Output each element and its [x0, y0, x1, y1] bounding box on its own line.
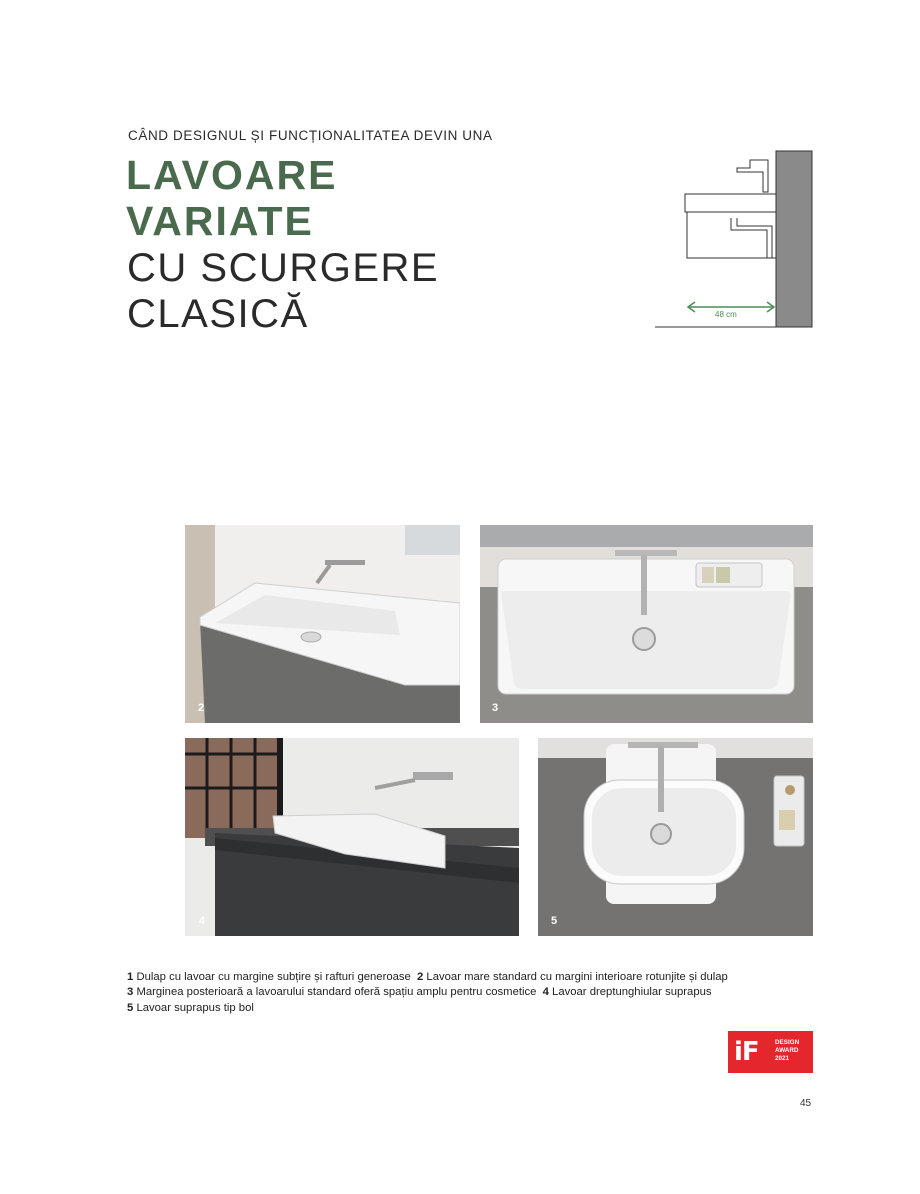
title-line-3: CU SCURGERE [127, 246, 440, 290]
title-line-1: LAVOARE [126, 152, 338, 198]
photo-5-bowl-basin [538, 738, 813, 936]
badge-text [775, 1039, 799, 1063]
photo-number: 2 [198, 702, 205, 714]
caption-text: Lavoar suprapus tip bol [136, 1001, 254, 1014]
badge-line: 2021 [775, 1055, 790, 1062]
title-line-2: VARIATE [126, 198, 314, 244]
photo-3-top-view-basin [480, 525, 813, 723]
caption-number: 4 [542, 986, 549, 999]
caption-line-1 [127, 970, 827, 985]
badge-line: DESIGN [775, 1039, 800, 1046]
photo-captions [127, 970, 827, 1016]
caption-text: Lavoar dreptunghiular suprapus [552, 986, 712, 999]
caption-number: 2 [416, 971, 424, 983]
caption-number: 5 [127, 1001, 134, 1014]
if-logo: iF [734, 1037, 759, 1067]
caption-text: Lavoar mare standard cu margini interioare rotunjite și dulap [426, 971, 728, 983]
caption-number: 1 [127, 971, 134, 983]
photo-number: 5 [551, 915, 558, 927]
washbasin-section-drawing [655, 150, 815, 328]
badge-line: AWARD [775, 1047, 799, 1054]
photo-4-rectangular-basin [185, 738, 519, 936]
title-line-4: CLASICĂ [127, 292, 309, 336]
caption-text: Marginea posterioară a lavoarului standard oferă spațiu amplu pentru cosmetice [136, 986, 537, 999]
photo-number: 3 [492, 702, 499, 714]
caption-text: Dulap cu lavoar cu margine subțire și rafturi generoase [136, 971, 411, 983]
dimension-label: 48 cm [715, 310, 737, 319]
page-number: 45 [800, 1098, 812, 1109]
caption-number: 3 [127, 986, 134, 999]
photo-2-basin-with-cabinet [185, 525, 460, 723]
caption-line-2 [127, 985, 827, 1000]
photo-number: 4 [199, 915, 206, 927]
if-design-award-badge [728, 1031, 813, 1073]
caption-line-3 [127, 1001, 827, 1016]
kicker-text: CÂND DESIGNUL ȘI FUNCȚIONALITATEA DEVIN UNA [128, 128, 493, 143]
